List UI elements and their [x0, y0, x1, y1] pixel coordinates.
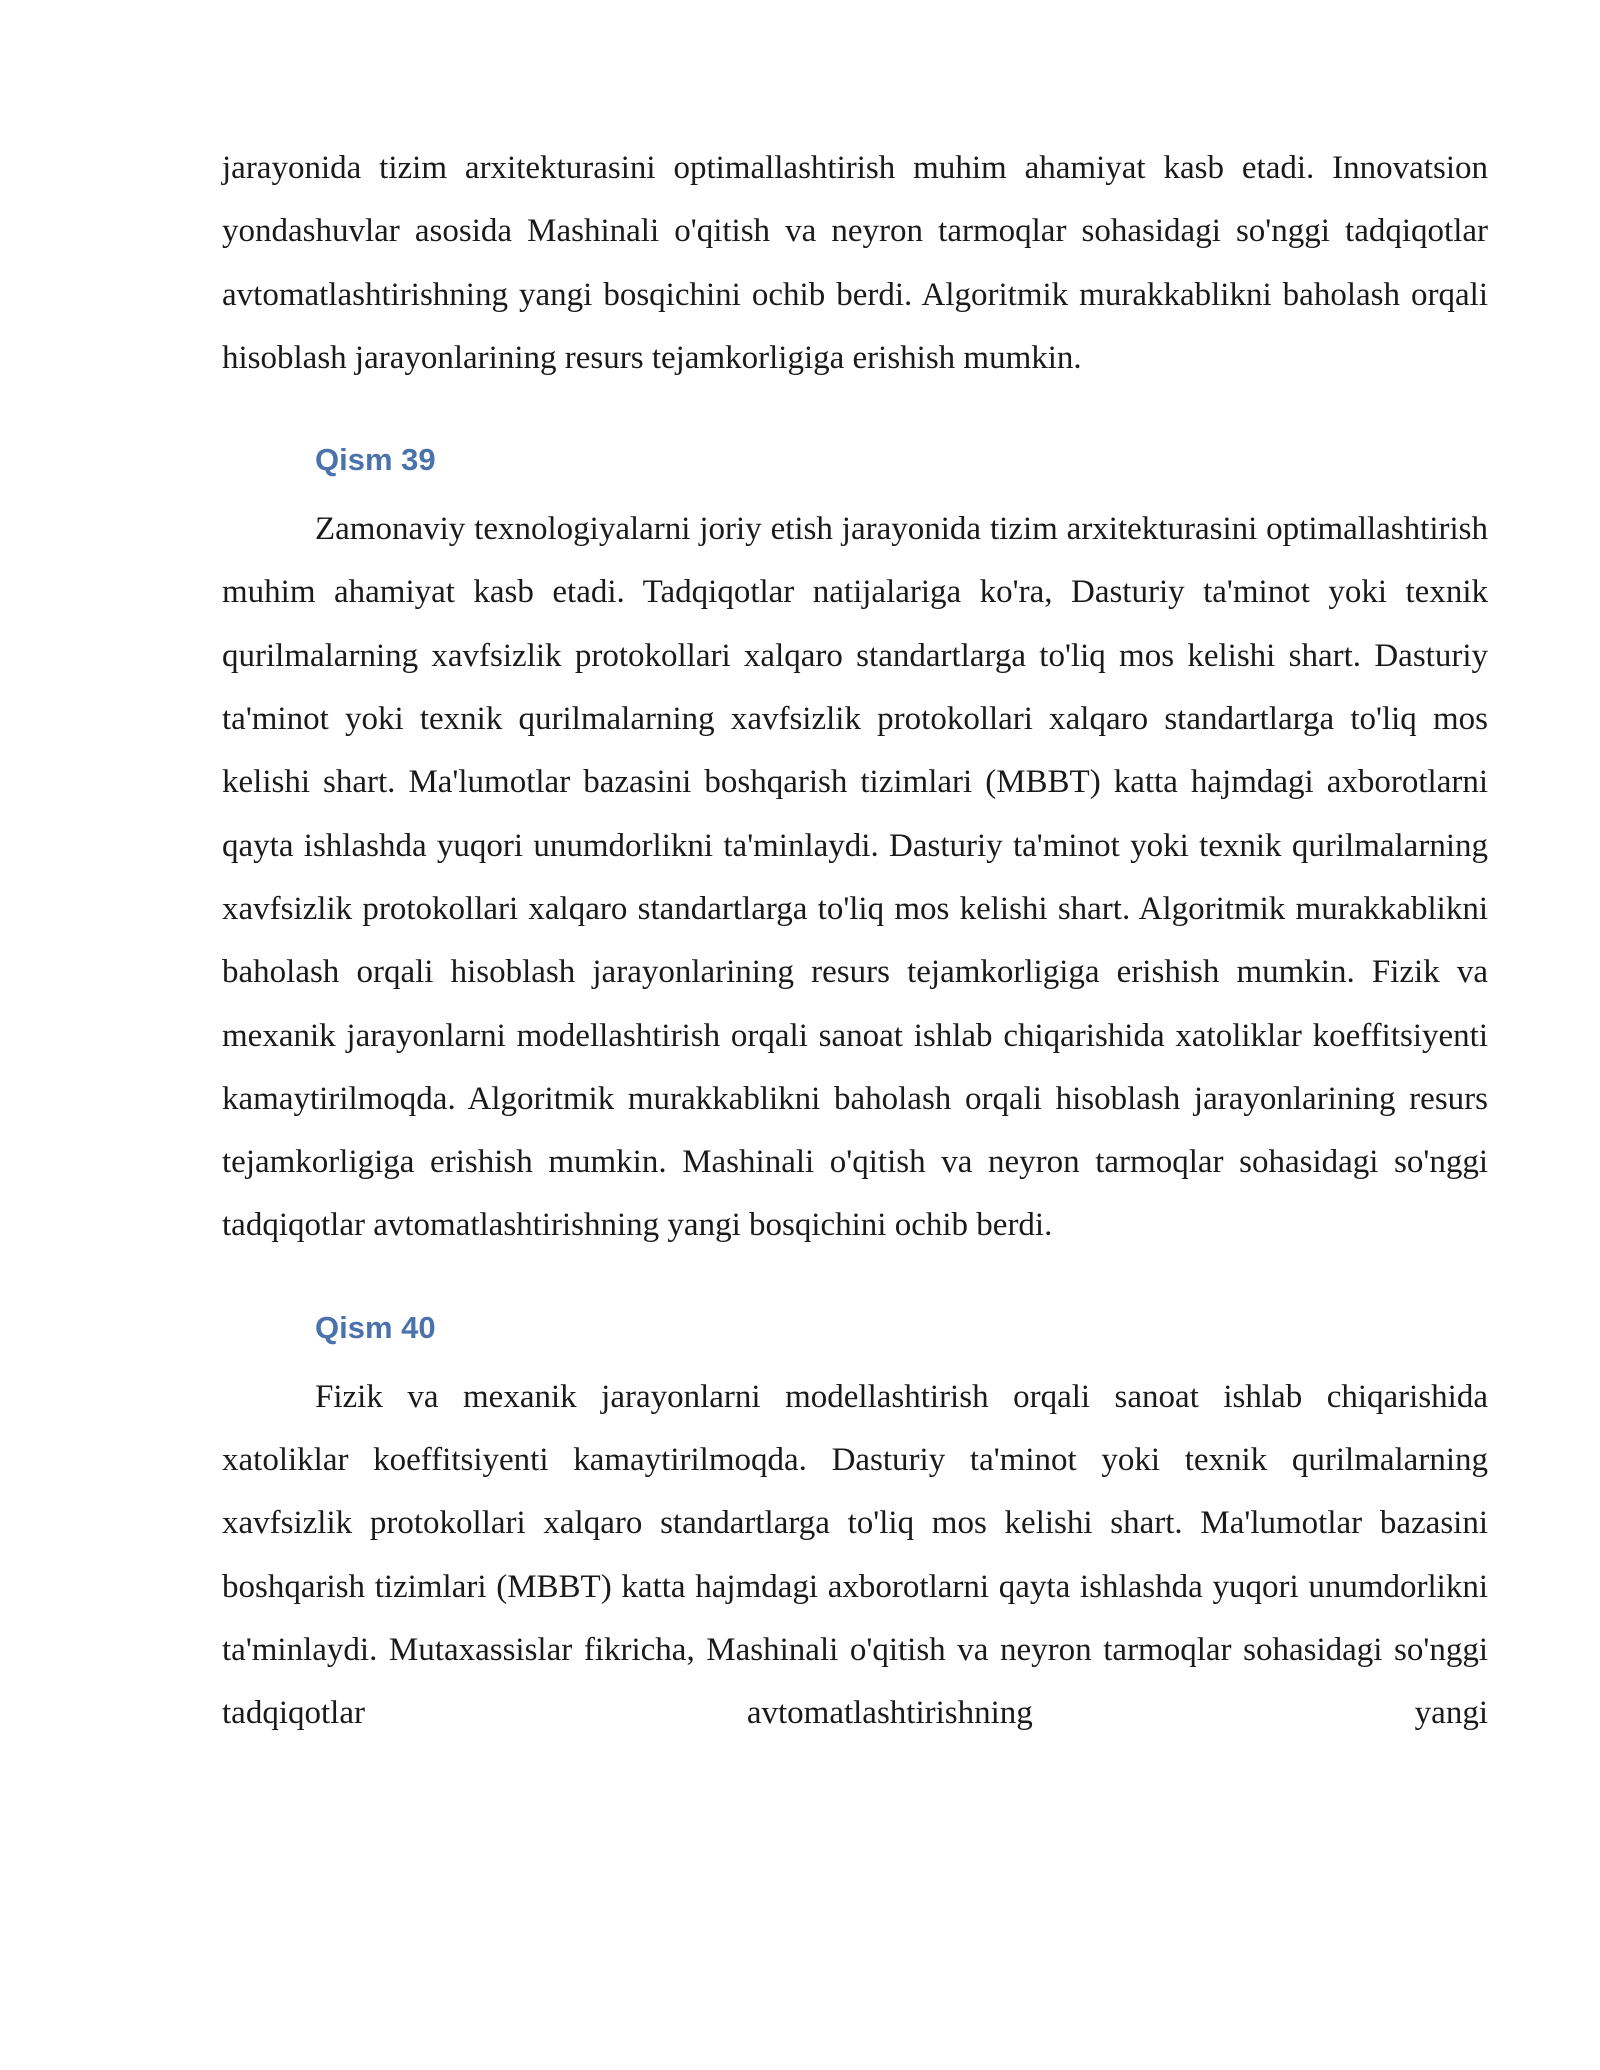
paragraph-section-39: Zamonaviy texnologiyalarni joriy etish jarayonida tizim arxitekturasini optimallashtirish muhim ahamiyat kasb etadi. Tadqiqotlar natijalariga ko'ra, Dasturiy ta'minot yoki texnik qurilmalarning xavfsizlik protokollari xalqaro standartlarga to'liq mos kelishi shart. Dasturiy ta'minot yoki texnik qurilmalarning xavfsizlik protokollari xalqaro standartlarga to'liq mos kelishi shart. Ma'lumotlar bazasini boshqarish tizimlari (MBBT) katta hajmdagi axborotlarni qayta ishlashda yuqori unumdorlikni ta'minlaydi. Dasturiy ta'minot yoki texnik qurilmalarning xavfsizlik protokollari xalqaro standartlarga to'liq mos kelishi shart. Algoritmik murakkablikni baholash orqali hisoblash jarayonlarining resurs tejamkorligiga erishish mumkin. Fizik va mexanik jarayonlarni modellashtirish orqali sanoat ishlab chiqarishida xatoliklar koeffitsiyenti kamaytirilmoqda. Algoritmik murakkablikni baholash orqali hisoblash jarayonlarining resurs tejamkorligiga erishish mumkin. Mashinali o'qitish va neyron tarmoqlar sohasidagi so'nggi tadqiqotlar avtomatlashtirishning yangi bosqichini ochib berdi. — [222, 511, 1488, 1244]
paragraph-section-40: Fizik va mexanik jarayonlarni modellashtirish orqali sanoat ishlab chiqarishida xatoliklar koeffitsiyenti kamaytirilmoqda. Dasturiy ta'minot yoki texnik qurilmalarning xavfsizlik protokollari xalqaro standartlarga to'liq mos kelishi shart. Ma'lumotlar bazasini boshqarish tizimlari (MBBT) katta hajmdagi axborotlarni qayta ishlashda yuqori unumdorlikni ta'minlaydi. Mutaxassislar fikricha, Mashinali o'qitish va neyron tarmoqlar sohasidagi so'nggi tadqiqotlar avtomatlashtirishning yangi — [222, 1378, 1488, 1732]
section-heading-40: Qism 40 — [315, 1309, 436, 1345]
paragraph-continued: jarayonida tizim arxitekturasini optimallashtirish muhim ahamiyat kasb etadi. Innovatsion yondashuvlar asosida Mashinali o'qitish va neyron tarmoqlar sohasidagi so'nggi tadqiqotlar avtomatlashtirishning yangi bosqichini ochib berdi. Algoritmik murakkablikni baholash orqali hisoblash jarayonlarining resurs tejamkorligiga erishish mumkin. — [222, 150, 1488, 376]
section-heading-39: Qism 39 — [315, 442, 436, 478]
page-body — [222, 137, 1488, 1746]
